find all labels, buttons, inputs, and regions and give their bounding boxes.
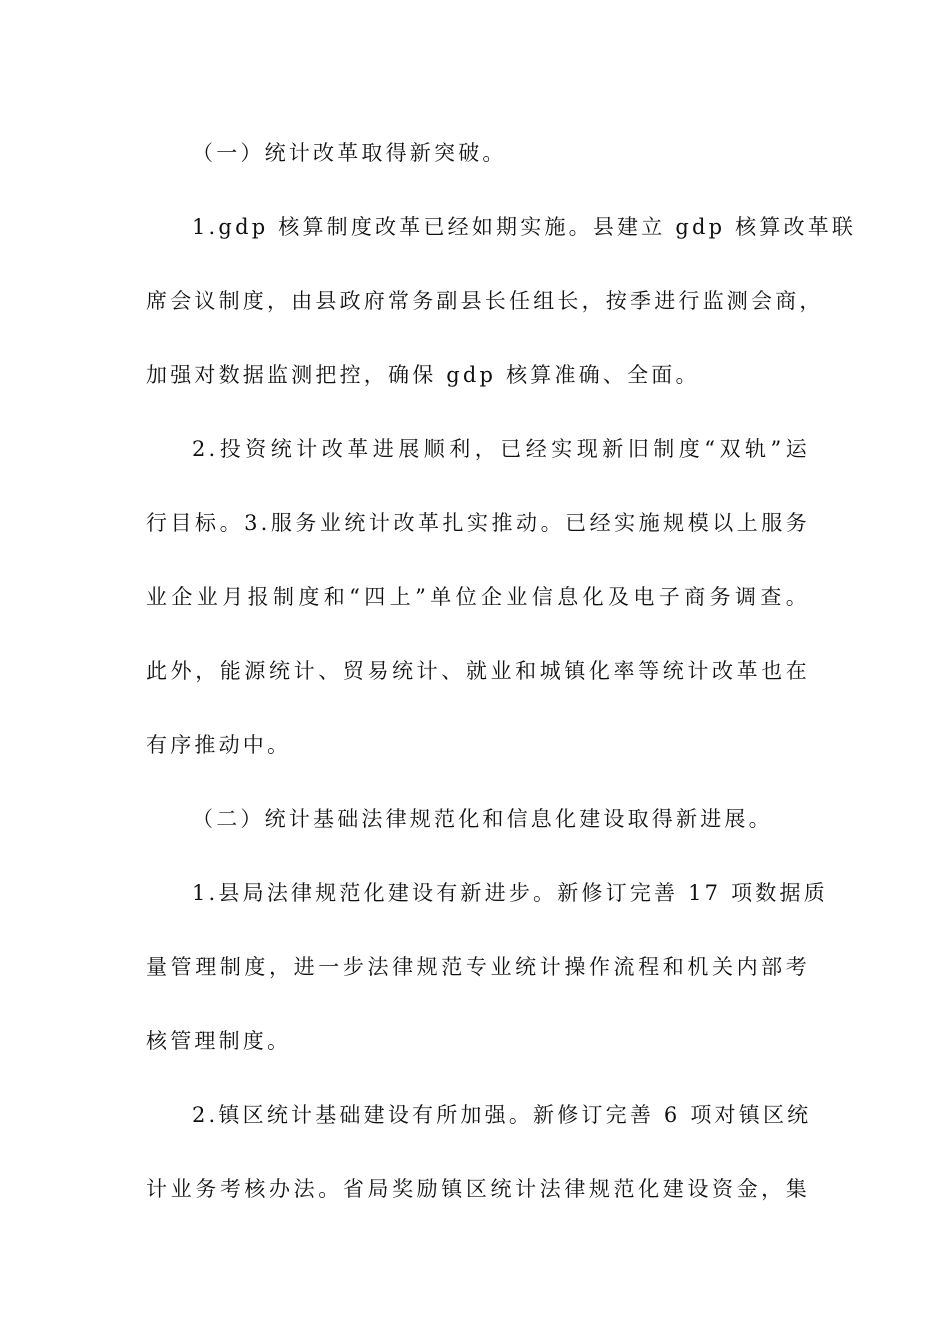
paragraph-line: 有序推动中。 (146, 733, 292, 757)
paragraph-line: 核管理制度。 (146, 1029, 292, 1053)
paragraph-line: 1.gdp 核算制度改革已经如期实施。县建立 gdp 核算改革联 (192, 215, 857, 239)
paragraph-line: 业企业月报制度和“四上”单位企业信息化及电子商务调查。 (146, 585, 810, 609)
paragraph-line: 计业务考核办法。省局奖励镇区统计法律规范化建设资金，集 (146, 1177, 810, 1201)
paragraph-line: 量管理制度，进一步法律规范专业统计操作流程和机关内部考 (146, 955, 810, 979)
paragraph-line: 1.县局法律规范化建设有新进步。新修订完善 17 项数据质 (192, 881, 828, 905)
paragraph-line: 此外，能源统计、贸易统计、就业和城镇化率等统计改革也在 (146, 659, 810, 683)
paragraph-line: 加强对数据监测把控，确保 gdp 核算准确、全面。 (146, 363, 700, 387)
section-heading-1: （一）统计改革取得新突破。 (192, 141, 507, 165)
section-heading-2: （二）统计基础法律规范化和信息化建设取得新进展。 (192, 807, 773, 831)
paragraph-line: 席会议制度，由县政府常务副县长任组长，按季进行监测会商， (146, 289, 824, 313)
paragraph-line: 2.镇区统计基础建设有所加强。新修订完善 6 项对镇区统 (192, 1103, 812, 1127)
paragraph-line: 行目标。3.服务业统计改革扎实推动。已经实施规模以上服务 (146, 511, 810, 535)
paragraph-line: 2.投资统计改革进展顺利，已经实现新旧制度“双轨”运 (192, 437, 810, 461)
